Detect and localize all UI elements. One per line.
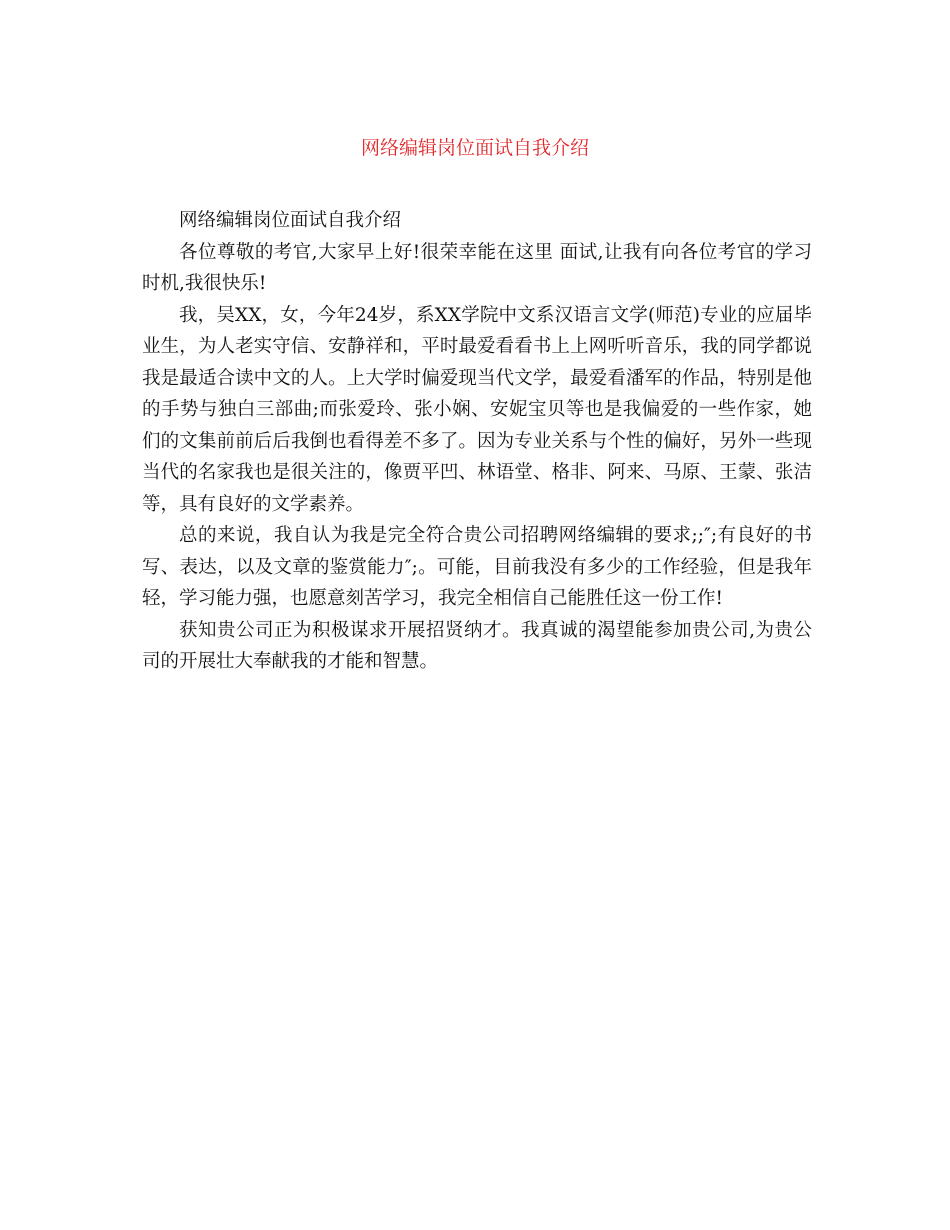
body-paragraph-qualification: 总的来说，我自认为我是完全符合贵公司招聘网络编辑的要求;;″;有良好的书写、表达，以及文章的鉴赏能力″;。可能，目前我没有多少的工作经验，但是我年轻，学习能力强，也愿意刻苦学习，我完全相信自己能胜任这一份工作! [142, 525, 812, 609]
document-title: 网络编辑岗位面试自我介绍 [360, 137, 589, 159]
body-paragraph-heading: 网络编辑岗位面试自我介绍 [179, 210, 402, 231]
body-paragraph-closing: 获知贵公司正为积极谋求开展招贤纳才。我真诚的渴望能参加贵公司,为贵公司的开展壮大奉献我的才能和智慧。 [142, 619, 812, 672]
body-paragraph-greeting: 各位尊敬的考官,大家早上好!很荣幸能在这里 面试,让我有向各位考官的学习时机,我很快乐! [142, 241, 812, 294]
document-body [142, 205, 812, 678]
body-paragraph-background: 我，吴XX，女，今年24岁，系XX学院中文系汉语言文学(师范)专业的应届毕业生，为人老实守信、安静祥和，平时最爱看看书上上网听听音乐，我的同学都说我是最适合读中文的人。上大学时偏爱现当代文学，最爱看潘军的作品，特别是他的手势与独白三部曲;而张爱玲、张小娴、安妮宝贝等也是我偏爱的一些作家，她们的文集前前后后我倒也看得差不多了。因为专业关系与个性的偏好，另外一些现当代的名家我也是很关注的，像贾平凹、林语堂、格非、阿来、马原、王蒙、张洁等，具有良好的文学素养。 [142, 304, 812, 515]
